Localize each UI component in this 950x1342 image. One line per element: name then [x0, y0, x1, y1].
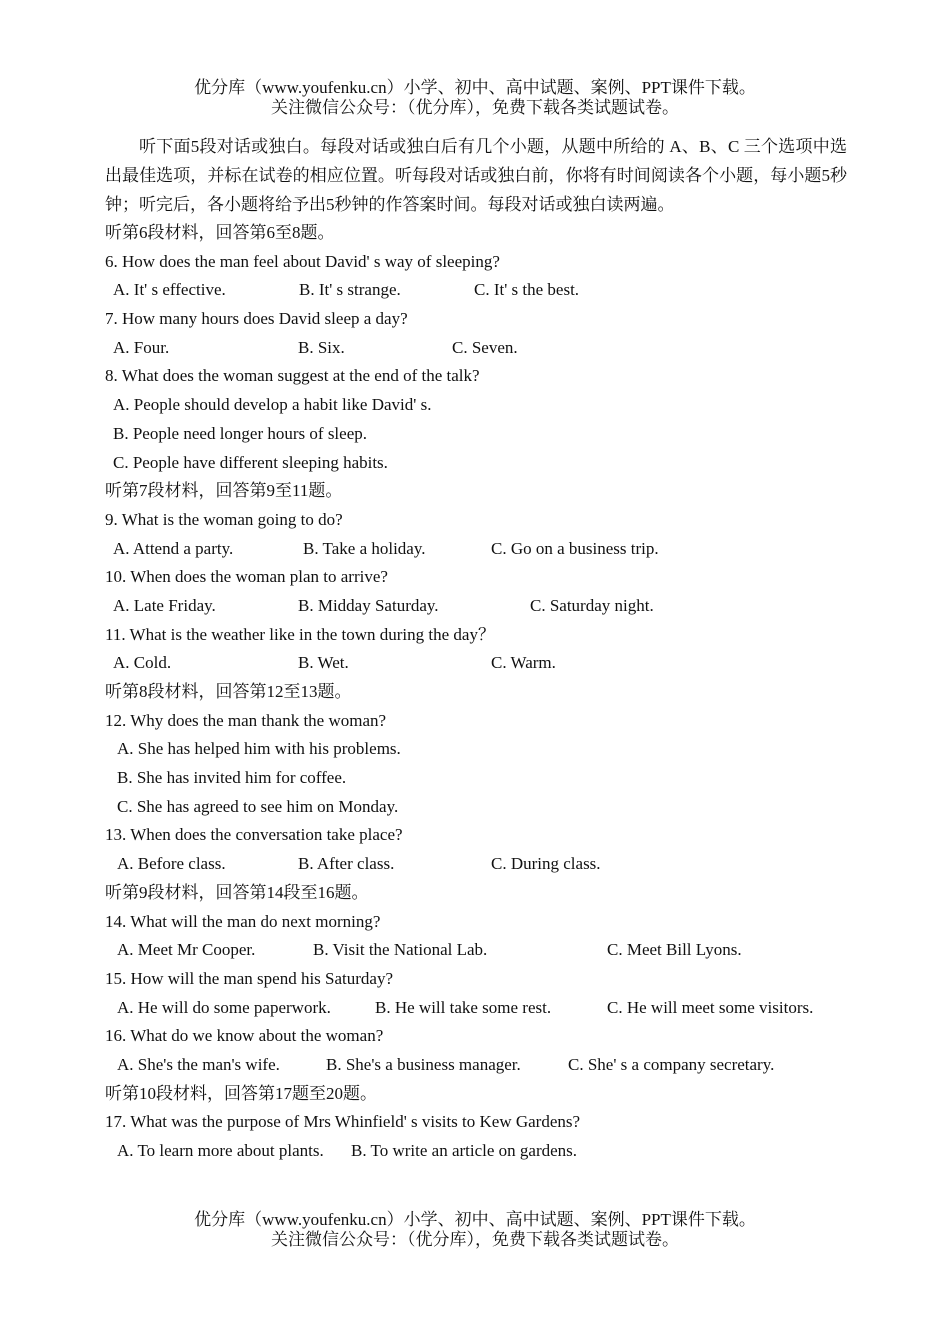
answer-option: A. To learn more about plants. — [117, 1141, 324, 1160]
answer-option: C. People have different sleeping habits. — [113, 452, 388, 472]
answer-option: B. She has invited him for coffee. — [117, 768, 347, 788]
section — [105, 879, 847, 1080]
question-text: 7. How many hours does David sleep a day? — [105, 309, 408, 329]
section-heading: 听第10段材料，回答第17题至20题。 — [105, 1083, 377, 1103]
section — [105, 1080, 847, 1166]
header-line-1: 优分库（www.youfenku.cn）小学、初中、高中试题、案例、PPT课件下载。 — [194, 78, 756, 97]
section-heading: 听第6段材料，回答第6至8题。 — [105, 223, 335, 242]
answer-option: B. Wet. — [298, 653, 349, 673]
answer-option: C. Seven. — [452, 337, 518, 357]
options-row — [105, 936, 847, 965]
options-row — [105, 592, 847, 621]
answer-option: A. People should develop a habit like David' s. — [113, 395, 432, 415]
answer-option: A. Attend a party. — [113, 538, 234, 558]
section-heading: 听第7段材料，回答第9至11题。 — [105, 481, 343, 501]
question-text: 12. Why does the man thank the woman? — [105, 710, 387, 730]
question-text: 10. When does the woman plan to arrive? — [105, 567, 388, 587]
question-text: 9. What is the woman going to do? — [105, 509, 343, 529]
answer-option: C. Warm. — [491, 653, 556, 673]
options-row — [105, 276, 847, 305]
answer-option: A. It' s effective. — [113, 280, 226, 300]
answer-option: B. People need longer hours of sleep. — [113, 423, 367, 443]
question-text: 6. How does the man feel about David' s way of sleeping? — [105, 251, 500, 271]
footer-line-2: 关注微信公众号：（优分库），免费下载各类试题试卷。 — [271, 1230, 679, 1249]
answer-option: A. Before class. — [117, 854, 226, 874]
answer-option: A. She's the man's wife. — [117, 1054, 280, 1074]
answer-option: B. Midday Saturday. — [298, 595, 439, 615]
section — [105, 219, 847, 477]
options-row — [105, 334, 847, 363]
answer-option: C. She' s a company secretary. — [568, 1054, 775, 1074]
footer-line-1: 优分库（www.youfenku.cn）小学、初中、高中试题、案例、PPT课件下载。 — [194, 1210, 756, 1229]
options-row — [105, 994, 847, 1023]
options-row — [105, 535, 847, 564]
answer-option: B. She's a business manager. — [326, 1054, 521, 1074]
answer-option: C. He will meet some visitors. — [607, 997, 814, 1017]
question-text: 16. What do we know about the woman? — [105, 1026, 384, 1046]
answer-option: A. Cold. — [113, 653, 172, 673]
options-row — [105, 1051, 847, 1080]
answer-option: B. Take a holiday. — [303, 538, 426, 558]
question-text: 13. When does the conversation take place? — [105, 825, 403, 845]
exam-content — [105, 132, 847, 1166]
answer-option: C. It' s the best. — [474, 280, 580, 300]
question-text: 17. What was the purpose of Mrs Whinfield' s visits to Kew Gardens? — [105, 1112, 581, 1132]
question-text: 14. What will the man do next morning? — [105, 911, 381, 931]
answer-option: A. He will do some paperwork. — [117, 997, 331, 1017]
page-footer — [0, 1210, 950, 1250]
answer-option: C. She has agreed to see him on Monday. — [117, 796, 399, 816]
answer-option: A. Late Friday. — [113, 595, 216, 615]
section-heading: 听第8段材料，回答第12至13题。 — [105, 682, 352, 701]
options-row — [105, 850, 847, 879]
answer-option: A. Four. — [113, 337, 170, 357]
section-heading: 听第9段材料，回答第14段至16题。 — [105, 882, 369, 902]
answer-option: A. Meet Mr Cooper. — [117, 940, 256, 960]
answer-option: B. After class. — [298, 854, 395, 874]
answer-option: C. Meet Bill Lyons. — [607, 940, 742, 960]
section — [105, 477, 847, 678]
answer-option: B. It' s strange. — [299, 280, 401, 300]
question-text: 8. What does the woman suggest at the end of the talk? — [105, 366, 480, 386]
question-text: 11. What is the weather like in the town during the day？ — [105, 624, 495, 644]
answer-option: C. Go on a business trip. — [491, 538, 659, 558]
options-row — [105, 1137, 847, 1166]
instructions: 听下面5段对话或独白。每段对话或独白后有几个小题，从题中所给的 A、B、C 三个选项中选出最佳选项，并标在试卷的相应位置。听每段对话或独白前，你将有时间阅读各个小题，每小题5秒钟；听完后，各小题将给予出5秒钟的作答案时间。每段对话或独白读两遍。 — [105, 137, 847, 214]
section — [105, 678, 847, 879]
sections-container — [105, 219, 847, 1166]
answer-option: C. During class. — [491, 854, 601, 874]
page-header — [0, 78, 950, 118]
answer-option: A. She has helped him with his problems. — [117, 739, 401, 759]
answer-option: B. Visit the National Lab. — [313, 940, 488, 960]
question-text: 15. How will the man spend his Saturday? — [105, 968, 394, 988]
answer-option: C. Saturday night. — [530, 595, 654, 615]
header-line-2: 关注微信公众号：（优分库），免费下载各类试题试卷。 — [271, 98, 679, 117]
answer-option: B. Six. — [298, 337, 345, 357]
answer-option: B. He will take some rest. — [375, 997, 552, 1017]
options-row — [105, 649, 847, 678]
answer-option: B. To write an article on gardens. — [351, 1141, 578, 1160]
